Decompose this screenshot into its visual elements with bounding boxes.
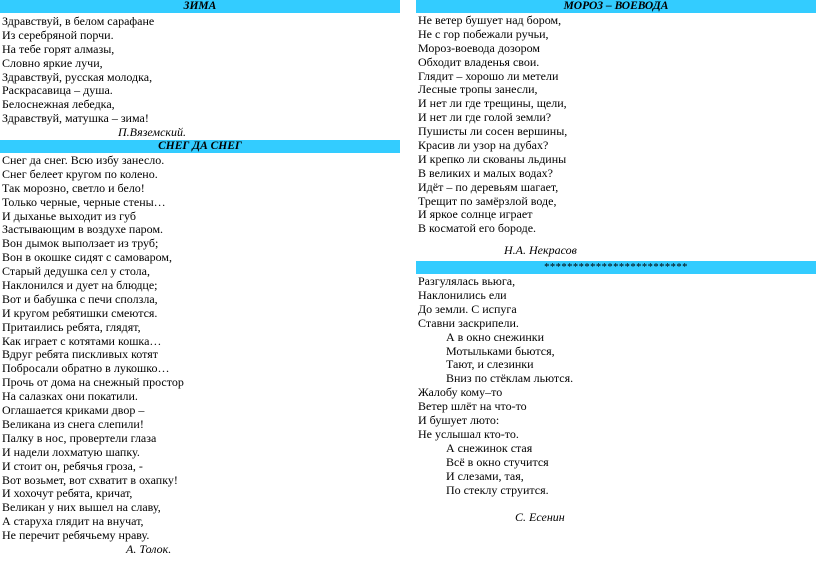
poem-line: Не с гор побежали ручьи, — [418, 26, 549, 41]
poem-line: Притаились ребята, глядят, — [2, 319, 141, 334]
poem-line: И слезами, тая, — [446, 468, 524, 483]
poem-line: Вниз по стёклам льются. — [446, 371, 574, 386]
poem-line: Вдруг ребята пискливых котят — [2, 347, 158, 362]
right-column — [416, 0, 816, 525]
poem-line: Раскрасавица – душа. — [2, 83, 113, 98]
poem-line: В великих и малых водах? — [418, 165, 553, 180]
poem-line: Так морозно, светло и бело! — [2, 180, 145, 195]
poem-line: Здравствуй, в белом сарафане — [2, 14, 155, 28]
poem-line: Ставни заскрипели. — [418, 315, 519, 330]
poem-line: Застывающим в воздухе паром. — [2, 222, 164, 237]
poem-title-sneg: СНЕГ ДА СНЕГ — [0, 140, 400, 153]
poem-line: Только черные, черные стены… — [2, 194, 166, 209]
poem-line: И дыханье выходит из губ — [2, 208, 136, 223]
poem-line: И надели лохматую шапку. — [2, 444, 140, 459]
poem-line: И стоит он, ребячья гроза, - — [2, 458, 143, 473]
poem-line: Пушисты ли сосен вершины, — [418, 124, 568, 139]
poem-line: Наклонились ели — [418, 288, 507, 303]
poem-line: Словно яркие лучи, — [2, 55, 103, 70]
poem-line: Ветер шлёт на что-то — [418, 399, 527, 414]
poem-line: Всё в окно стучится — [446, 454, 549, 469]
poem-title-stars: ************************* — [416, 261, 816, 274]
poem-line: Вон в окошке сидят с самоваром, — [2, 250, 172, 265]
poem-line: Старый дедушка сел у стола, — [2, 264, 150, 279]
poem-line: Не ветер бушует над бором, — [418, 13, 562, 27]
poem-line: Обходит владенья свои. — [418, 54, 540, 69]
poem-author-vyazemsky: П.Вяземский. — [118, 125, 187, 140]
poem-line: Вот и бабушка с печи сползла, — [2, 291, 158, 306]
poem-line: До земли. С испуга — [418, 301, 517, 316]
poem-line: И хохочут ребята, кричат, — [2, 486, 133, 501]
poem-line: И кругом ребятишки смеются. — [2, 305, 158, 320]
poem-line: На салазках они покатили. — [2, 389, 138, 404]
poem-line: Как играет с котятами кошка… — [2, 333, 162, 348]
poem-line: И бушует люто: — [418, 413, 500, 428]
poem-line: Лесные тропы занесли, — [418, 82, 538, 97]
poem-line: Тают, и слезинки — [446, 357, 534, 372]
poem-line: А в окно снежинки — [446, 329, 545, 344]
poem-line: И нет ли где трещины, щели, — [418, 96, 567, 111]
poem-line: Из серебряной порчи. — [2, 27, 114, 42]
poem-line: Красив ли узор на дубах? — [418, 138, 549, 153]
poem-line: Не услышал кто-то. — [418, 426, 519, 441]
poem-line: Не перечит ребячьему нраву. — [2, 528, 150, 543]
poem-line: Здравствуй, русская молодка, — [2, 69, 153, 84]
poem-line: Здравствуй, матушка – зима! — [2, 111, 149, 126]
poem-line: В косматой его бороде. — [418, 221, 537, 236]
poem-lines-moroz — [416, 14, 816, 236]
poem-line: Белоснежная лебедка, — [2, 97, 115, 112]
poem-lines-esenin — [416, 275, 816, 497]
poem-line: Прочь от дома на снежный простор — [2, 375, 184, 390]
poem-line: И яркое солнце играет — [418, 207, 533, 222]
poem-line: А снежинок стая — [446, 440, 533, 455]
poem-line: Разгулялась вьюга, — [418, 274, 516, 289]
poem-line: Мотыльками бьются, — [446, 343, 555, 358]
poem-line: И нет ли где голой земли? — [418, 110, 552, 125]
poem-line: Снег белеет кругом по колено. — [2, 166, 158, 181]
poem-line: Наклонился и дует на блюдце; — [2, 278, 158, 293]
left-column — [0, 0, 400, 557]
poem-line: Жалобу кому–то — [418, 385, 503, 400]
poem-lines-zima — [0, 15, 400, 126]
poem-line: А старуха глядит на внучат, — [2, 514, 144, 529]
poem-line: Вот возьмет, вот схватит в охапку! — [2, 472, 178, 487]
poem-title-moroz: МОРОЗ – ВОЕВОДА — [416, 0, 816, 13]
poem-author-nekrasov: Н.А. Некрасов — [504, 243, 577, 258]
poem-line: Снег да снег. Всю избу занесло. — [2, 153, 165, 168]
poem-line: Великан у них вышел на славу, — [2, 500, 161, 515]
poem-line: Глядит – хорошо ли метели — [418, 68, 559, 83]
poem-author-esenin: С. Есенин — [515, 510, 565, 525]
poem-author-tolok: А. Толок. — [126, 541, 172, 556]
poem-line: Великана из снега слепили! — [2, 416, 144, 431]
poem-line: По стеклу струится. — [446, 482, 549, 497]
poem-line: Мороз-воевода дозором — [418, 40, 540, 55]
poem-line: Палку в нос, провертели глаза — [2, 430, 157, 445]
poem-lines-sneg — [0, 154, 400, 543]
poem-title-zima: ЗИМА — [0, 0, 400, 13]
poem-line: И крепко ли скованы льдины — [418, 151, 567, 166]
poem-line: Идёт – по деревьям шагает, — [418, 179, 559, 194]
poem-line: Вон дымок выползает из труб; — [2, 236, 159, 251]
poem-line: Трещит по замёрзлой воде, — [418, 193, 557, 208]
poem-line: Оглашается криками двор – — [2, 403, 145, 418]
poem-line: На тебе горят алмазы, — [2, 41, 115, 56]
poem-line: Побросали обратно в лукошко… — [2, 361, 170, 376]
